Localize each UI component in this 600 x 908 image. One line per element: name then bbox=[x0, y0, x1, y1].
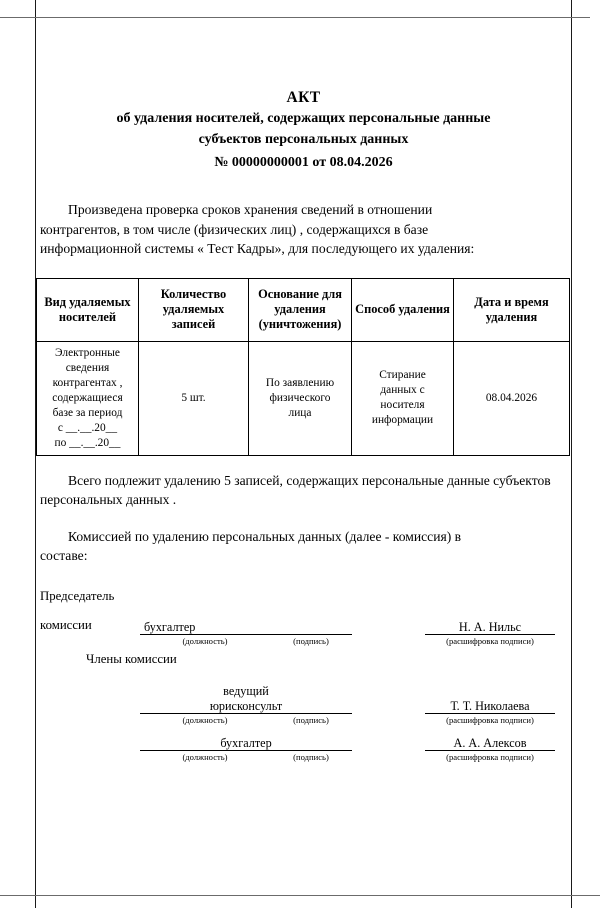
intro-line-2: контрагентов, в том числе (физических лиц) , содержащихся в базе bbox=[40, 221, 429, 237]
caption-sign: (подпись) bbox=[293, 714, 329, 725]
document-subtitle-2: субъектов персональных данных bbox=[198, 132, 409, 147]
member-2-post-value: бухгалтер bbox=[220, 735, 272, 750]
signature-section bbox=[36, 566, 571, 764]
caption-row-chairman bbox=[36, 635, 571, 648]
intro-line-1: Произведена проверка сроков хранения сведений в отношении bbox=[68, 202, 433, 217]
caption-name: (расшифровка подписи) bbox=[446, 751, 534, 762]
basis-line-2: физического bbox=[269, 391, 331, 404]
caption-sign: (подпись) bbox=[293, 635, 329, 646]
media-type-line-2: сведения bbox=[65, 361, 110, 374]
method-line-3: носителя bbox=[380, 399, 425, 411]
member-2-name-value: А. А. Алексов bbox=[453, 735, 527, 750]
member-1-post-line-2: юрисконсульт bbox=[209, 698, 283, 713]
page-border-right-rule bbox=[571, 0, 572, 908]
chairman-post-value: бухгалтер bbox=[144, 619, 196, 634]
intro-line-3: информационной системы « Тест Кадры», для последующего их удаления: bbox=[40, 241, 475, 256]
deletion-table bbox=[36, 278, 570, 456]
media-type-period-to: по __.__.20__ bbox=[54, 436, 121, 449]
document-subtitle-1: об удаления носителей, содержащих персональные данные bbox=[116, 111, 491, 126]
method-line-4: информации bbox=[371, 414, 434, 426]
caption-name: (расшифровка подписи) bbox=[446, 714, 534, 725]
media-type-line-1: Электронные bbox=[55, 346, 120, 359]
table-header-row bbox=[37, 278, 570, 341]
page-border-bottom-rule bbox=[0, 895, 600, 896]
chairman-name-value: Н. А. Нильс bbox=[458, 619, 522, 634]
media-type-period-from: с __.__.20__ bbox=[57, 421, 118, 434]
caption-row-member-1 bbox=[36, 714, 571, 727]
summary-line-2: персональных данных . bbox=[40, 492, 177, 507]
cell-media-type bbox=[37, 341, 139, 455]
commission-line-2: составе: bbox=[40, 548, 88, 563]
media-type-line-4: содержащиеся bbox=[52, 391, 123, 404]
column-header-media-type: Вид удаляемых носителей bbox=[37, 278, 139, 341]
cell-quantity: 5 шт. bbox=[139, 341, 249, 455]
caption-row-member-2 bbox=[36, 751, 571, 764]
summary-line-1: Всего подлежит удалению 5 записей, содержащих персональные данные субъектов bbox=[68, 472, 551, 488]
commission-line-1: Комиссией по удалению персональных данных (далее - комиссия) в bbox=[68, 528, 462, 544]
media-type-line-5: базе за период bbox=[52, 406, 123, 419]
cell-method bbox=[352, 341, 454, 455]
member-1-post-line-1: ведущий bbox=[223, 683, 269, 698]
document-title-block bbox=[36, 17, 571, 173]
caption-post: (должность) bbox=[182, 751, 228, 762]
caption-name: (расшифровка подписи) bbox=[446, 635, 534, 646]
document-page bbox=[36, 17, 571, 764]
signature-row-member-2 bbox=[36, 727, 571, 751]
column-header-quantity: Количество удаляемых записей bbox=[139, 278, 249, 341]
caption-sign: (подпись) bbox=[293, 751, 329, 762]
members-label: Члены комиссии bbox=[86, 651, 177, 666]
member-1-name-value: Т. Т. Николаева bbox=[450, 698, 530, 713]
basis-line-1: По заявлению bbox=[265, 376, 335, 389]
column-header-method: Способ удаления bbox=[352, 278, 454, 341]
document-number-date: № 00000000001 от 08.04.2026 bbox=[214, 155, 393, 170]
signature-row-member-1 bbox=[36, 668, 571, 714]
media-type-line-3: контрагентах , bbox=[52, 376, 123, 389]
summary-paragraph bbox=[36, 456, 571, 510]
cell-basis bbox=[249, 341, 352, 455]
method-line-2: данных с bbox=[380, 384, 425, 396]
document-title: АКТ bbox=[286, 89, 321, 106]
commission-paragraph bbox=[36, 510, 571, 566]
column-header-basis: Основание для удаления (уничтожения) bbox=[249, 278, 352, 341]
column-header-datetime: Дата и время удаления bbox=[454, 278, 570, 341]
basis-line-3: лица bbox=[288, 406, 312, 419]
intro-paragraph bbox=[36, 173, 571, 259]
signature-row-chairman bbox=[36, 605, 571, 635]
cell-datetime: 08.04.2026 bbox=[454, 341, 570, 455]
chairman-label-line-1: Председатель bbox=[40, 588, 115, 603]
table-row bbox=[37, 341, 570, 455]
chairman-label-line-2: комиссии bbox=[40, 617, 92, 632]
method-line-1: Стирание bbox=[379, 369, 426, 381]
caption-post: (должность) bbox=[182, 635, 228, 646]
caption-post: (должность) bbox=[182, 714, 228, 725]
